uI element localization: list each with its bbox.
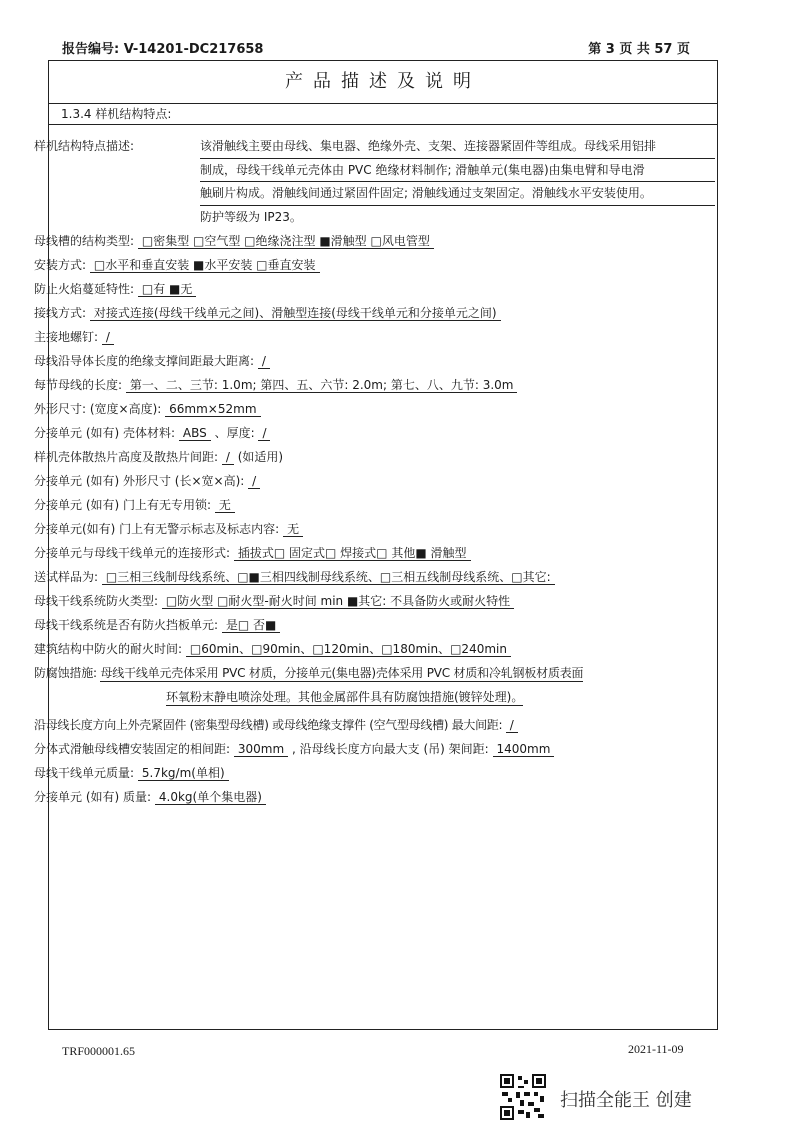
form-number: TRF000001.65 <box>62 1044 136 1058</box>
description-label: 样机结构特点描述: <box>34 139 135 153</box>
field-label: , 沿母线长度方向最大支 (吊) 架间距: <box>292 742 489 756</box>
field-label: 沿母线长度方向上外壳紧固件 (密集型母线槽) 或母线绝缘支撑件 (空气型母线槽) 最大间距: <box>34 718 503 732</box>
row-busway-type <box>34 232 434 250</box>
field-value: ABS <box>179 426 211 441</box>
field-label: 主接地螺钉: <box>34 330 99 344</box>
row-connection-form <box>34 544 471 562</box>
field-value: □密集型 □空气型 □绝缘浇注型 ■滑触型 □风电管型 <box>138 234 434 249</box>
field-label: 分接单元 (如有) 外形尺寸 (长×宽×高): <box>34 474 245 488</box>
field-value: 1400mm <box>493 742 555 757</box>
row-tap-unit-size <box>34 472 260 490</box>
field-value: □有 ■无 <box>138 282 197 297</box>
field-value: □防火型 □耐火型-耐火时间 min ■其它: 不具备防火或耐火特性 <box>162 594 514 609</box>
field-value: 是□ 否■ <box>222 618 281 633</box>
field-label: 安装方式: <box>34 258 87 272</box>
scanner-watermark: 扫描全能王 创建 <box>560 1090 692 1111</box>
page-header <box>62 38 690 60</box>
row-fire-type <box>34 592 514 610</box>
field-value: 无 <box>215 498 235 513</box>
field-label: 防腐蚀措施: <box>34 666 97 680</box>
field-label: 送试样品为: <box>34 570 99 584</box>
row-busway-mass <box>34 764 229 782</box>
qr-code-icon <box>498 1072 548 1122</box>
row-warning-sign <box>34 520 303 538</box>
description-line: 防护等级为 IP23。 <box>200 209 302 224</box>
row-fire-resistance-time <box>34 640 511 658</box>
row-fire-barrier <box>34 616 280 634</box>
field-label: 分接单元 (如有) 质量: <box>34 790 152 804</box>
field-value: / <box>258 354 270 369</box>
field-value: / <box>506 718 518 733</box>
row-anticorrosion <box>34 664 583 682</box>
row-tap-unit-material <box>34 424 270 442</box>
row-section-length <box>34 376 517 394</box>
field-label: 分体式滑触母线槽安装固定的相间距: <box>34 742 231 756</box>
field-value: 插拔式□ 固定式□ 焊接式□ 其他■ 滑触型 <box>234 546 471 561</box>
field-label: 每节母线的长度: <box>34 378 123 392</box>
report-number: 报告编号: V-14201-DC217658 <box>62 42 264 57</box>
row-dimensions <box>34 400 261 418</box>
field-value: / <box>258 426 270 441</box>
field-value: 环氧粉末静电喷涂处理。其他金属部件具有防腐蚀措施(镀锌处理)。 <box>166 690 524 704</box>
field-label: 分接单元(如有) 门上有无警示标志及标志内容: <box>34 522 280 536</box>
footer-date: 2021-11-09 <box>628 1042 684 1056</box>
field-label: 防止火焰蔓延特性: <box>34 282 135 296</box>
field-label: 建筑结构中防火的耐火时间: <box>34 642 183 656</box>
field-value: 300mm <box>234 742 288 757</box>
field-value: 对接式连接(母线干线单元之间)、滑触型连接(母线干线单元和分接单元之间) <box>90 306 501 321</box>
field-label: 母线沿导体长度的绝缘支撑间距最大距离: <box>34 354 255 368</box>
field-label: 、厚度: <box>214 426 255 440</box>
row-flame-spread <box>34 280 196 298</box>
field-label: 母线槽的结构类型: <box>34 234 135 248</box>
row-phase-spacing <box>34 740 554 758</box>
field-label: 分接单元 (如有) 壳体材料: <box>34 426 176 440</box>
field-label: 母线干线系统是否有防火挡板单元: <box>34 618 219 632</box>
row-door-lock <box>34 496 235 514</box>
field-label: 接线方式: <box>34 306 87 320</box>
row-support-spacing <box>34 352 270 370</box>
field-value: / <box>102 330 114 345</box>
section-heading: 1.3.4 样机结构特点: <box>49 103 717 125</box>
field-value: / <box>248 474 260 489</box>
field-note: (如适用) <box>237 450 284 464</box>
description-line: 制成，母线干线单元壳体由 PVC 绝缘材料制作; 滑触单元(集电器)由集电臂和导电滑 <box>200 159 715 183</box>
document-title: 产品描述及说明 <box>49 61 717 104</box>
row-sample-system <box>34 568 555 586</box>
field-label: 外形尺寸: (宽度×高度): <box>34 402 162 416</box>
row-install-method <box>34 256 320 274</box>
description-line: 触刷片构成。滑触线间通过紧固件固定; 滑触线通过支架固定。滑触线水平安装使用。 <box>200 182 715 206</box>
field-label: 样机壳体散热片高度及散热片间距: <box>34 450 219 464</box>
description-line: 该滑触线主要由母线、集电器、绝缘外壳、支架、连接器紧固件等组成。母线采用铝排 <box>200 135 715 159</box>
row-anticorrosion-cont <box>166 688 523 706</box>
field-value: □三相三线制母线系统、□■三相四线制母线系统、□三相五线制母线系统、□其它: <box>102 570 555 585</box>
row-heat-sink <box>34 448 283 466</box>
field-label: 分接单元 (如有) 门上有无专用锁: <box>34 498 212 512</box>
description-block <box>200 135 715 228</box>
row-ground-screw <box>34 328 114 346</box>
row-connection-method <box>34 304 501 322</box>
page-number: 第 3 页 共 57 页 <box>588 42 690 57</box>
row-max-spacing <box>34 716 518 734</box>
field-value: 第一、二、三节: 1.0m; 第四、五、六节: 2.0m; 第七、八、九节: 3.0m <box>126 378 518 393</box>
field-label: 母线干线单元质量: <box>34 766 135 780</box>
field-label: 母线干线系统防火类型: <box>34 594 159 608</box>
field-value: 66mm×52mm <box>165 402 260 417</box>
field-value: □60min、□90min、□120min、□180min、□240min <box>186 642 511 657</box>
field-value: 母线干线单元壳体采用 PVC 材质，分接单元(集电器)壳体采用 PVC 材质和冷轧钢板材质表面 <box>100 666 584 680</box>
field-value: 4.0kg(单个集电器) <box>155 790 266 805</box>
field-value: 无 <box>283 522 303 537</box>
row-tap-unit-mass <box>34 788 266 806</box>
field-value: 5.7kg/m(单相) <box>138 766 229 781</box>
field-value: □水平和垂直安装 ■水平安装 □垂直安装 <box>90 258 320 273</box>
field-label: 分接单元与母线干线单元的连接形式: <box>34 546 231 560</box>
field-value: / <box>222 450 234 465</box>
